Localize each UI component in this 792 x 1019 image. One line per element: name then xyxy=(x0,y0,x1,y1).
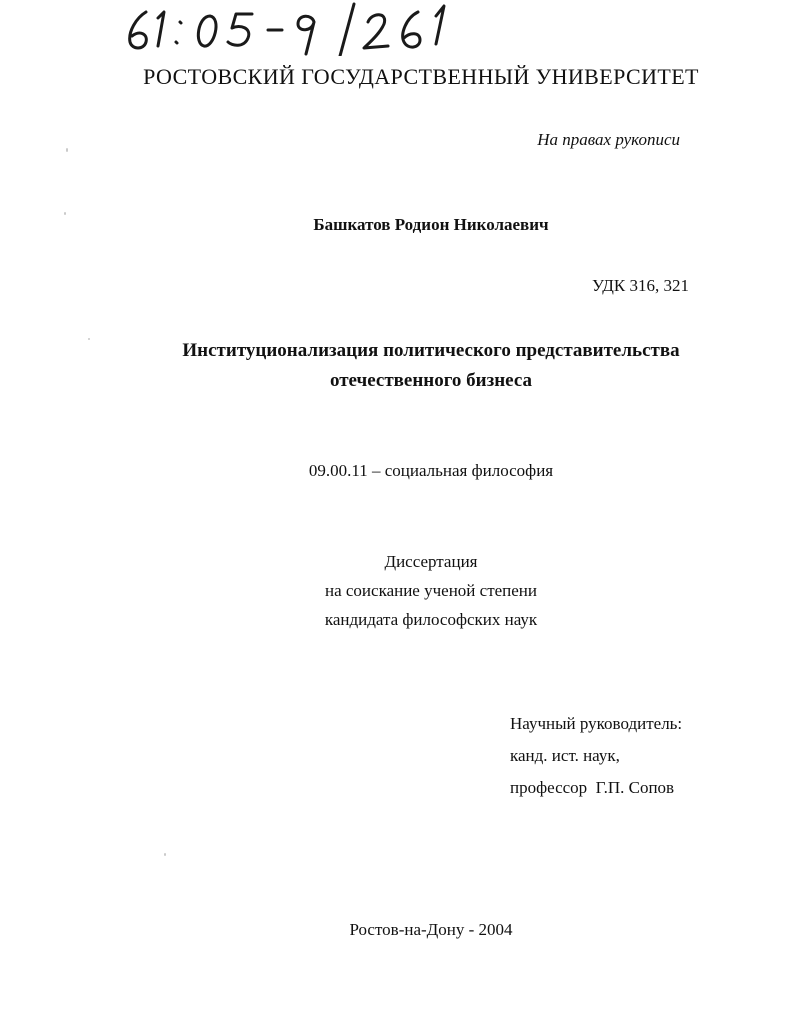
city-and-year: Ростов-на-Дону - 2004 xyxy=(349,920,513,939)
dissertation-title xyxy=(0,336,792,396)
degree-line: на соискание ученой степени xyxy=(324,581,538,600)
degree-line: кандидата философских наук xyxy=(324,610,538,629)
scan-speck xyxy=(88,338,90,340)
degree-statement xyxy=(0,547,792,634)
author-name: Башкатов Родион Николаевич xyxy=(313,215,549,234)
supervisor-line: канд. ист. наук, xyxy=(510,746,620,765)
specialty-code: 09.00.11 – социальная философия xyxy=(308,461,554,480)
degree-line: Диссертация xyxy=(384,552,478,571)
supervisor-line: Научный руководитель: xyxy=(510,714,683,733)
handwritten-number-drawing xyxy=(118,0,458,56)
title-line: Институционализация политического представительства xyxy=(182,340,680,361)
scan-speck xyxy=(164,853,166,856)
scan-speck xyxy=(64,212,66,215)
manuscript-rights-note: На правах рукописи xyxy=(537,130,680,149)
supervisor-block xyxy=(510,708,682,804)
university-name: РОСТОВСКИЙ ГОСУДАРСТВЕННЫЙ УНИВЕРСИТЕТ xyxy=(143,64,699,89)
udk-code: УДК 316, 321 xyxy=(591,276,689,295)
title-line: отечественного бизнеса xyxy=(329,370,533,391)
scan-speck xyxy=(66,148,68,152)
handwritten-archive-number xyxy=(118,0,458,56)
supervisor-line: профессор Г.П. Сопов xyxy=(510,778,675,797)
